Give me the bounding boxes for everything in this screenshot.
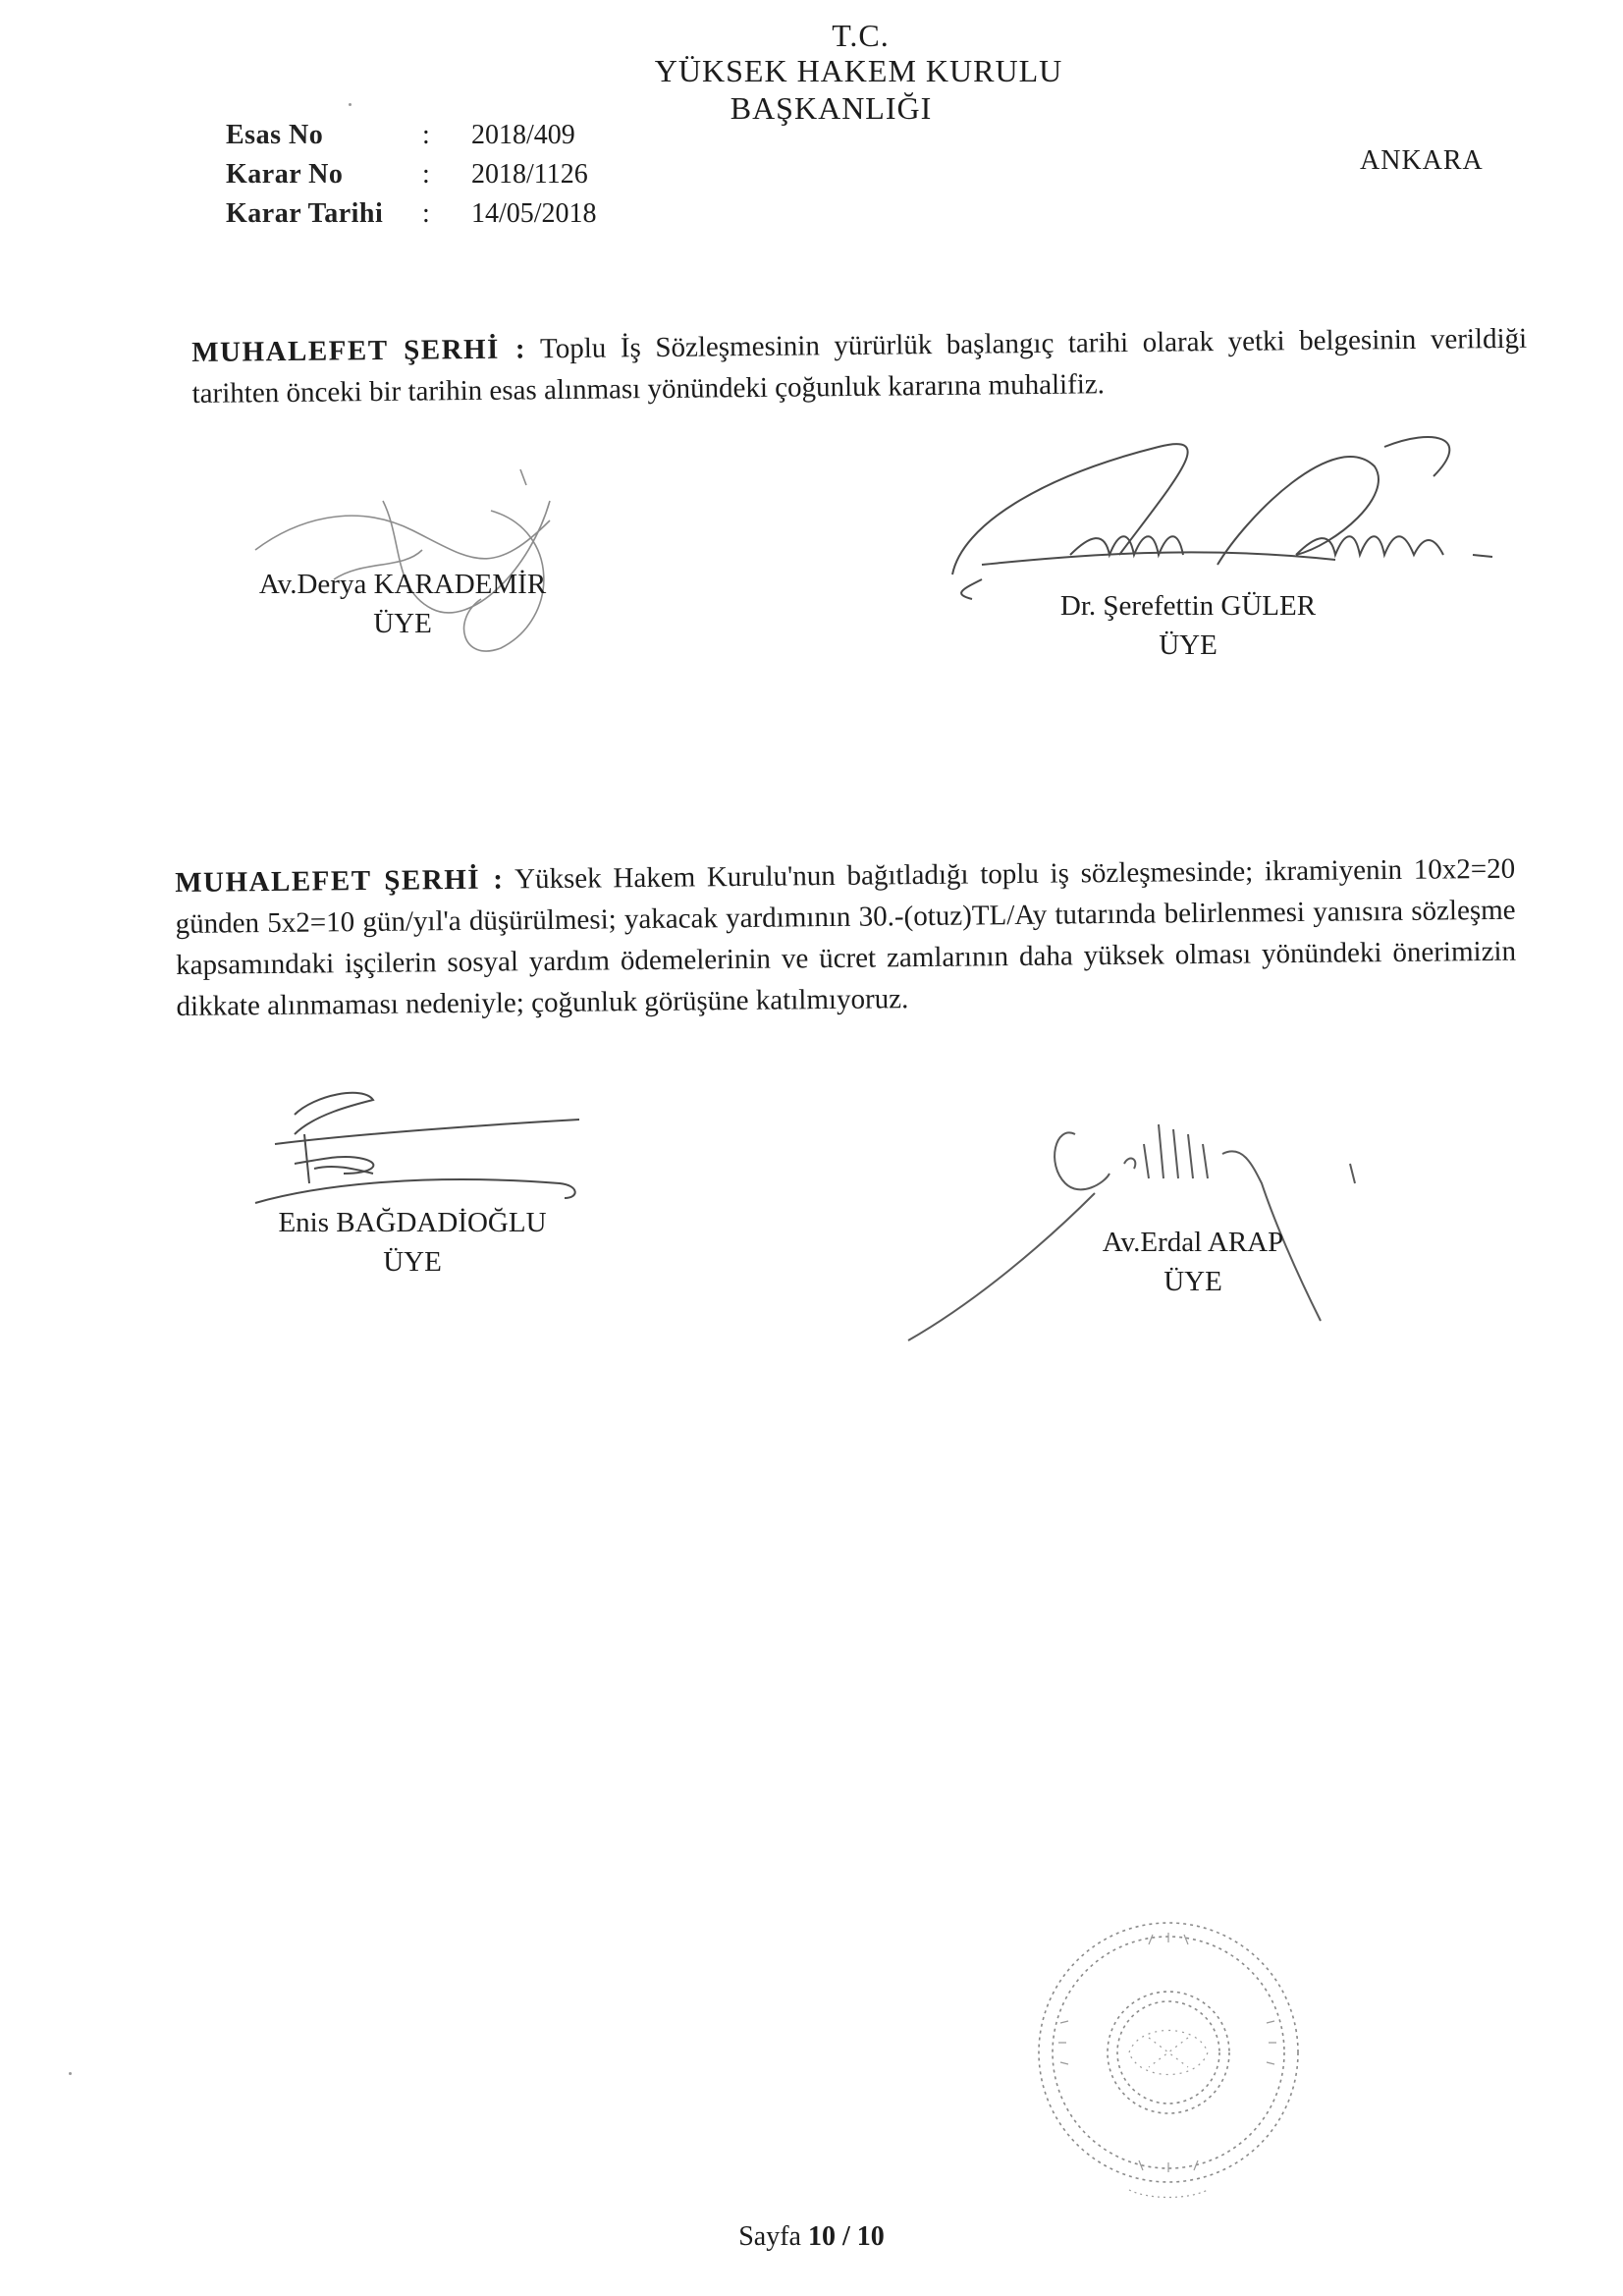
signature-block-karademir — [221, 565, 584, 643]
header-department: BAŞKANLIĞI — [730, 90, 933, 126]
official-seal-icon — [1021, 1905, 1316, 2210]
case-info-row — [226, 194, 668, 234]
page-number: 10 / 10 — [807, 2221, 885, 2252]
case-info-value: 2018/409 — [471, 120, 575, 150]
case-info-row — [226, 116, 668, 155]
signature-bagdadioglu-icon — [236, 1075, 609, 1223]
page-prefix: Sayfa — [738, 2221, 808, 2252]
signatory-role: ÜYE — [383, 1246, 442, 1278]
case-info-value: 14/05/2018 — [471, 198, 597, 229]
header-organization: YÜKSEK HAKEM KURULU — [654, 53, 1063, 88]
page-footer — [0, 2221, 1623, 2253]
case-info-colon: : — [422, 198, 430, 229]
dissent-paragraph-1 — [191, 318, 1528, 414]
case-info-colon: : — [422, 159, 430, 190]
signatory-role: ÜYE — [1163, 1266, 1222, 1297]
city-label: ANKARA — [1360, 145, 1484, 176]
signatory-name: Av.Erdal ARAP — [1102, 1227, 1284, 1258]
signatory-role: ÜYE — [373, 608, 432, 639]
signature-block-arap — [1026, 1223, 1360, 1301]
dissent-text: Yüksek Hakem Kurulu'nun bağıtladığı toplu iş sözleşmesinde; ikramiyenin 10x2=20 günden 5x2=10 gün/yıl'a düşürülmesi; yakacak yardımının 30.-(otuz)TL/Ay tutarında belirlenmesi yanısıra sözleşme kapsamındaki işçilerin sosyal yardım ödemelerinin ve ücret zamlarının daha yüksek olması yönündeki önerimizin dikkate alınmaması nedeniyle; çoğunluk görüşüne katılmıyoruz. — [175, 852, 1517, 1022]
scan-speck — [349, 103, 352, 106]
case-info-label: Karar No — [226, 159, 344, 190]
case-info-value: 2018/1126 — [471, 159, 588, 190]
dissent-heading: MUHALEFET ŞERHİ : — [191, 333, 527, 368]
header-tc: T.C. — [832, 18, 890, 53]
signature-block-bagdadioglu — [236, 1203, 589, 1282]
signatory-name: Dr. Şerefettin GÜLER — [1059, 590, 1317, 622]
scan-speck — [69, 2072, 72, 2075]
case-info — [226, 116, 668, 234]
signatory-role: ÜYE — [1159, 629, 1217, 661]
signatory-name: Av.Derya KARADEMİR — [258, 569, 547, 600]
dissent-text: Toplu İş Sözleşmesinin yürürlük başlangıç tarihi olarak yetki belgesinin verildiği tarihten önceki bir tarihin esas alınması yönündeki çoğunluk kararına muhalifiz. — [191, 322, 1528, 410]
signature-guler-icon — [923, 408, 1532, 614]
case-info-label: Karar Tarihi — [226, 198, 384, 229]
case-info-row — [226, 155, 668, 194]
signatory-name: Enis BAĞDADİOĞLU — [278, 1207, 547, 1238]
case-info-label: Esas No — [226, 120, 324, 150]
dissent-heading: MUHALEFET ŞERHİ : — [175, 863, 505, 899]
case-info-colon: : — [422, 120, 430, 150]
dissent-paragraph-2 — [175, 848, 1517, 1027]
signature-block-guler — [1001, 586, 1375, 665]
